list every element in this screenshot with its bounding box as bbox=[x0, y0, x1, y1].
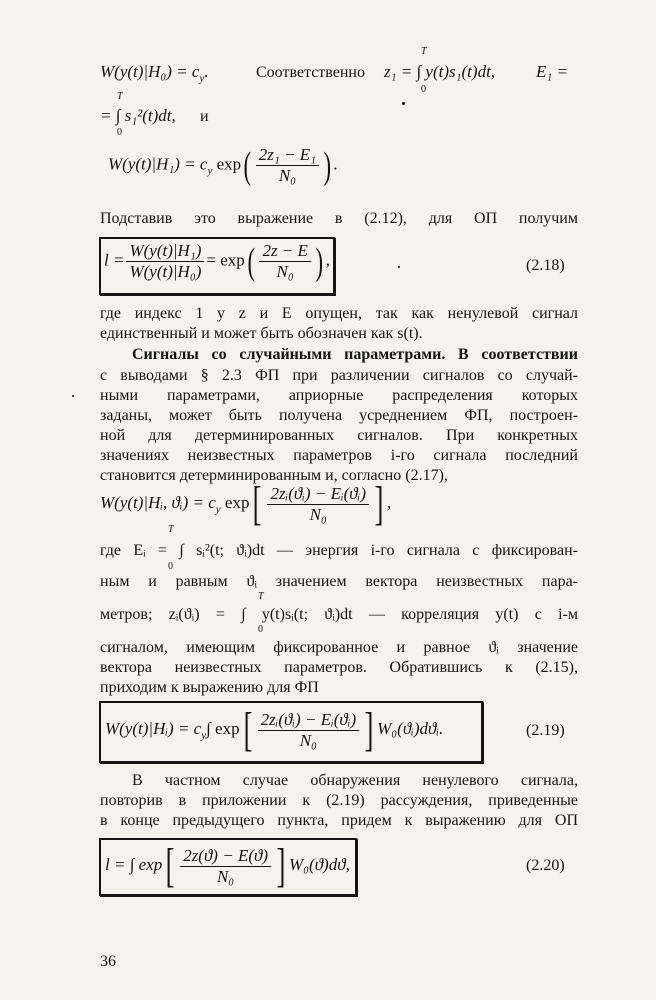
p5-line4: сигналом, имеющим фиксированное и равное ϑᵢ значение bbox=[100, 639, 578, 656]
word-sootvetstvenno: Соответственно bbox=[256, 64, 365, 81]
eq-label-2-19: (2.19) bbox=[526, 722, 565, 739]
p3-line1: где индекс 1 у z и E опущен, так как ненулевой сигнал bbox=[100, 305, 578, 322]
eq-2-19: W(y(t)|Hᵢ) = $c_y\int$ exp[ $\frac{\text{2zᵢ(ϑᵢ) − Eᵢ(ϑᵢ)}}{\text{N₀}}$ ] W₀(ϑᵢ)dϑᵢ. bbox=[105, 703, 444, 756]
p4-line5: ной для детерминированных сигналов. При конкретных bbox=[100, 427, 578, 444]
eq-z1: z₁ = ∫ y(t)s₁(t)dt, bbox=[384, 62, 496, 81]
p4-line6: значениях неизвестных параметров i-го сигнала последний bbox=[100, 447, 578, 464]
p6-line3: в конце предыдущего пункта, придем к выражению для ОП bbox=[100, 812, 578, 829]
p5-line5: вектора неизвестных параметров. Обратившись к (2.15), bbox=[100, 659, 578, 676]
ink-dot-2 bbox=[398, 266, 400, 268]
p4-line7: становится детерминированным и, согласно (2.17), bbox=[100, 467, 448, 484]
p3-line2: единственный и может быть обозначен как s(t). bbox=[100, 325, 423, 342]
eq-e1: E₁ = bbox=[536, 62, 569, 81]
p4-line2: с выводами § 2.3 ФП при различении сигналов со случай- bbox=[100, 367, 578, 384]
lim-lower-3: 0 bbox=[168, 561, 173, 572]
word-and: и bbox=[200, 108, 209, 125]
p4-line4: заданы, может быть получена усреднением ФП, построен- bbox=[100, 407, 578, 424]
lim-lower-4: 0 bbox=[258, 624, 263, 635]
paragraph-substitute: Подставив это выражение в (2.12), для ОП получим bbox=[100, 210, 578, 227]
eq-2-18: l = $\frac{\text{W(y(t)|H₁)}}{\text{W(y(t)|H₀)}}$ = exp( $\frac{2z - E}{\text{N₀}}$ ) , bbox=[104, 240, 330, 283]
lim-lower: 0 bbox=[421, 84, 426, 95]
eq-2-20: l = ∫ exp[ $\frac{2z(ϑ) - E(ϑ)}{\text{N₀}}$ ] W₀(ϑ)dϑ, bbox=[105, 839, 350, 892]
p5-line2: ным и равным ϑᵢ значением вектора неизвестных пара- bbox=[100, 573, 578, 590]
page-number: 36 bbox=[100, 953, 116, 970]
ink-dot bbox=[402, 102, 405, 105]
p5-line1: где Eᵢ = ∫ sᵢ²(t; ϑᵢ)dt — энергия i-го сигнала с фиксирован- bbox=[100, 542, 578, 559]
eq-label-2-18: (2.18) bbox=[526, 257, 565, 274]
lim-upper-4: T bbox=[258, 591, 264, 602]
eq-label-2-20: (2.20) bbox=[526, 857, 565, 874]
lim-upper-2: T bbox=[117, 91, 123, 102]
lim-upper-3: T bbox=[168, 524, 174, 535]
eq-e1-cont: = ∫ s₁²(t)dt, bbox=[100, 106, 176, 125]
p4-line1: Сигналы со случайными параметрами. В соответствии bbox=[132, 346, 578, 363]
p5-line6: приходим к выражению для ФП bbox=[100, 679, 319, 696]
eq-w-h1: $W(y(t)|H_1) = c_y$ exp( $\frac{\text{2z₁ − E₁}}{\text{N₀}}$ ) . bbox=[108, 144, 338, 187]
ink-dot-3 bbox=[72, 395, 74, 397]
eq-w-hi-theta: W(y(t)|Hᵢ, ϑᵢ) = $c_y$ exp[ $\frac{\text{2zᵢ(ϑᵢ) − Eᵢ(ϑᵢ)}}{\text{N₀}}$ ] , bbox=[100, 477, 392, 530]
lim-lower-2: 0 bbox=[117, 127, 122, 138]
p5-line3: метров; zᵢ(ϑᵢ) = ∫ y(t)sᵢ(t; ϑᵢ)dt — корреляция y(t) с i-м bbox=[100, 606, 578, 623]
lim-upper: T bbox=[421, 46, 427, 57]
p6-line1: В частном случае обнаружения ненулевого сигнала, bbox=[132, 772, 578, 789]
eq-w-h0: $W(y(t)|H_0) = c_y$. bbox=[100, 62, 209, 85]
p6-line2: повторив в приложении к (2.19) рассуждения, приведенные bbox=[100, 792, 578, 809]
p4-line3: ными параметрами, априорные распределения которых bbox=[100, 387, 578, 404]
